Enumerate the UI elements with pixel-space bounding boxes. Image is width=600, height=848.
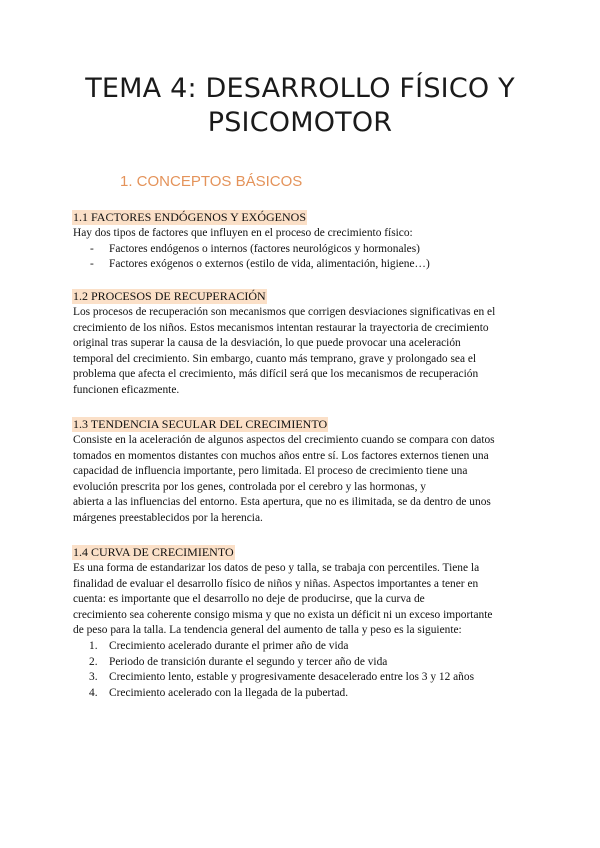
- section-tendencia-secular: [73, 415, 528, 527]
- section-paragraph: [73, 433, 528, 527]
- section-heading: 1.3 TENDENCIA SECULAR DEL CRECIMIENTO: [73, 417, 328, 431]
- section-paragraph: [73, 561, 528, 639]
- page-title: [40, 72, 560, 140]
- paragraph-line: temporal del crecimiento. Sin embargo, cuanto más temprano, grave y prolongado sea el: [73, 352, 477, 365]
- section-heading: 1.2 PROCESOS DE RECUPERACIÓN: [73, 289, 266, 303]
- list-item-text: Crecimiento acelerado con la llegada de la pubertad.: [109, 686, 349, 699]
- paragraph-line: tomados en momentos distantes con muchos años entre sí. Los factores externos tienen una: [73, 449, 489, 462]
- section-factores: [73, 208, 528, 273]
- list-item-text: Periodo de transición durante el segundo y tercer año de vida: [109, 655, 388, 668]
- paragraph-line: funcionen eficazmente.: [73, 383, 180, 396]
- paragraph-line: crecimiento de los niños. Estos mecanismos intentan restaurar la trayectoria de crecimiento: [73, 321, 489, 334]
- section-heading: 1.4 CURVA DE CRECIMIENTO: [73, 545, 234, 559]
- list-item-text: Crecimiento acelerado durante el primer año de vida: [109, 639, 349, 652]
- paragraph-line: crecimiento sea coherente consigo misma y que no exista un déficit ni un exceso importante: [73, 608, 493, 621]
- growth-trend-list: [73, 639, 528, 701]
- section-paragraph: [73, 305, 528, 399]
- title-line-1: TEMA 4: DESARROLLO FÍSICO Y: [85, 73, 515, 104]
- list-number: 3.: [89, 671, 98, 684]
- section-subtitle: 1. CONCEPTOS BÁSICOS: [120, 173, 303, 190]
- paragraph-line: Consiste en la aceleración de algunos aspectos del crecimiento cuando se compara con datos: [73, 434, 495, 446]
- paragraph-line: de peso para la talla. La tendencia general del aumento de talla y peso es la siguiente:: [73, 624, 462, 637]
- title-line-2: PSICOMOTOR: [207, 107, 393, 138]
- dash-bullet: -: [90, 242, 94, 255]
- list-item: [73, 686, 528, 702]
- list-number: 1.: [89, 639, 98, 652]
- list-item-text: Crecimiento lento, estable y progresivamente desacelerado entre los 3 y 12 años: [109, 671, 475, 684]
- paragraph-line: Los procesos de recuperación son mecanismos que corrigen desviaciones significativas en el: [73, 306, 496, 318]
- paragraph-line: problema que afecta el crecimiento, más difícil será que los mecanismos de recuperación: [73, 368, 479, 381]
- paragraph-line: evolución prescrita por los genes, controlada por el cerebro y las hormonas, y: [73, 480, 426, 493]
- section-curva-crecimiento: [73, 543, 528, 701]
- list-item: [73, 639, 528, 655]
- section-heading: 1.1 FACTORES ENDÓGENOS Y EXÓGENOS: [73, 210, 307, 224]
- factor-list: [73, 242, 528, 273]
- paragraph-line: original tras superar la causa de la desviación, lo que puede provocar una aceleración: [73, 337, 461, 350]
- list-item: [73, 655, 528, 671]
- list-item-text: Factores exógenos o externos (estilo de vida, alimentación, higiene…): [109, 258, 430, 271]
- dash-bullet: -: [90, 258, 94, 271]
- paragraph-line: márgenes preestablecidos por la herencia.: [73, 511, 263, 524]
- list-item: [73, 257, 528, 273]
- paragraph-line: cuenta: es importante que el desarrollo no deje de producirse, que la curva de: [73, 593, 425, 606]
- list-item: [73, 242, 528, 258]
- paragraph-line: finalidad de evaluar el desarrollo físico de niños y niñas. Aspectos importantes a tener en: [73, 577, 479, 590]
- list-item: [73, 670, 528, 686]
- paragraph-line: Es una forma de estandarizar los datos de peso y talla, se trabaja con percentiles. Tiene la: [73, 562, 480, 574]
- list-number: 4.: [89, 686, 98, 699]
- list-item-text: Factores endógenos o internos (factores neurológicos y hormonales): [109, 242, 420, 255]
- paragraph-line: Hay dos tipos de factores que influyen en el proceso de crecimiento físico:: [73, 227, 413, 239]
- list-number: 2.: [89, 655, 98, 668]
- paragraph-line: capacidad de influencia importante, pero limitada. El proceso de crecimiento tiene una: [73, 465, 468, 478]
- section-paragraph: [73, 226, 528, 242]
- paragraph-line: abierta a las influencias del entorno. Esta apertura, que no es ilimitada, se da dentro de unos: [73, 496, 491, 509]
- section-recuperacion: [73, 287, 528, 399]
